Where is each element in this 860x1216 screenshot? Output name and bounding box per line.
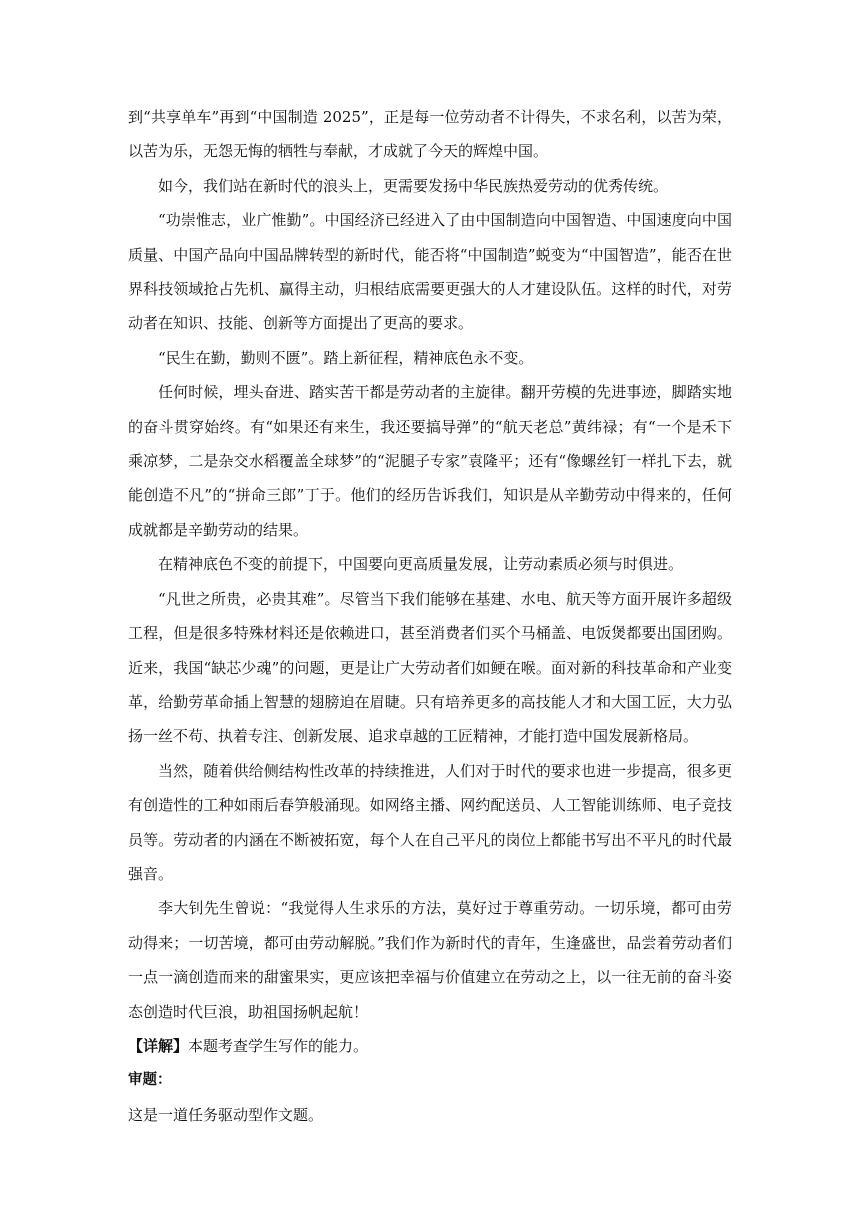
paragraph-3: “功崇惟志，业广惟勤”。中国经济已经进入了由中国制造向中国智造、中国速度向中国质量、中国产品向中国品牌转型的新时代，能否将“中国制造”蜕变为“中国智造”，能否在世界科技领域抢占先机、赢得主动，归根结底需要更强大的人才建设队伍。这样的时代，对劳动者在知识、技能、创新等方面提出了更高的要求。 xyxy=(128,211,732,333)
paragraph-9: 李大钊先生曾说：“我觉得人生求乐的方法，莫好过于尊重劳动。一切乐境，都可由劳动得来；一切苦境，都可由劳动解脱。”我们作为新时代的青年，生逢盛世，品尝着劳动者们一点一滴创造而来的甜蜜果实，更应该把幸福与价值建立在劳动之上，以一往无前的奋斗姿态创造时代巨浪，助祖国扬帆起航！ xyxy=(128,899,732,1021)
review-heading: 审题： xyxy=(128,1072,172,1089)
review-text: 这是一道任务驱动型作文题。 xyxy=(128,1105,324,1124)
paragraph-6: 在精神底色不变的前提下，中国要向更高质量发展，让劳动素质必须与时俱进。 xyxy=(158,555,684,574)
paragraph-2: 如今，我们站在新时代的浪头上，更需要发扬中华民族热爱劳动的优秀传统。 xyxy=(158,176,669,195)
paragraph-1: 到“共享单车”再到“中国制造 2025”，正是每一位劳动者不计得失，不求名利，以苦为荣，以苦为乐，无怨无悔的牺牲与奉献，才成就了今天的辉煌中国。 xyxy=(128,108,732,161)
paragraph-8: 当然，随着供给侧结构性改革的持续推进，人们对于时代的要求也进一步提高，很多更有创造性的工种如雨后春笋般涌现。如网络主播、网约配送员、人工智能训练师、电子竞技员等。劳动者的内涵在不断被拓宽，每个人在自己平凡的岗位上都能书写出不平凡的时代最强音。 xyxy=(128,761,732,883)
detail-text: 本题考查学生写作的能力。 xyxy=(188,1036,369,1055)
document-body xyxy=(128,100,732,1132)
paragraph-7: “凡世之所贵，必贵其难”。尽管当下我们能够在基建、水电、航天等方面开展许多超级工程，但是很多特殊材料还是依赖进口，甚至消费者们买个马桶盖、电饭煲都要出国团购。近来，我国“缺芯少魂”的问题，更是让广大劳动者们如鲠在喉。面对新的科技革命和产业变革，给勤劳革命插上智慧的翅膀迫在眉睫。只有培养更多的高技能人才和大国工匠，大力弘扬一丝不苟、执着专注、创新发展、追求卓越的工匠精神，才能打造中国发展新格局。 xyxy=(128,589,732,746)
detail-label: 【详解】 xyxy=(128,1036,189,1055)
paragraph-5: 任何时候，埋头奋进、踏实苦干都是劳动者的主旋律。翻开劳模的先进事迹，脚踏实地的奋斗贯穿始终。有“如果还有来生，我还要搞导弹”的“航天老总”黄纬禄；有“一个是禾下乘凉梦，二是杂交水稻覆盖全球梦”的“泥腿子专家”袁隆平；还有“像螺丝钉一样扎下去，就能创造不凡”的“拼命三郎”丁于。他们的经历告诉我们，知识是从辛勤劳动中得来的，任何成就都是辛勤劳动的结果。 xyxy=(128,383,732,539)
paragraph-4: “民生在勤，勤则不匮”。踏上新征程，精神底色永不变。 xyxy=(158,348,534,367)
detail-line xyxy=(128,1029,732,1063)
